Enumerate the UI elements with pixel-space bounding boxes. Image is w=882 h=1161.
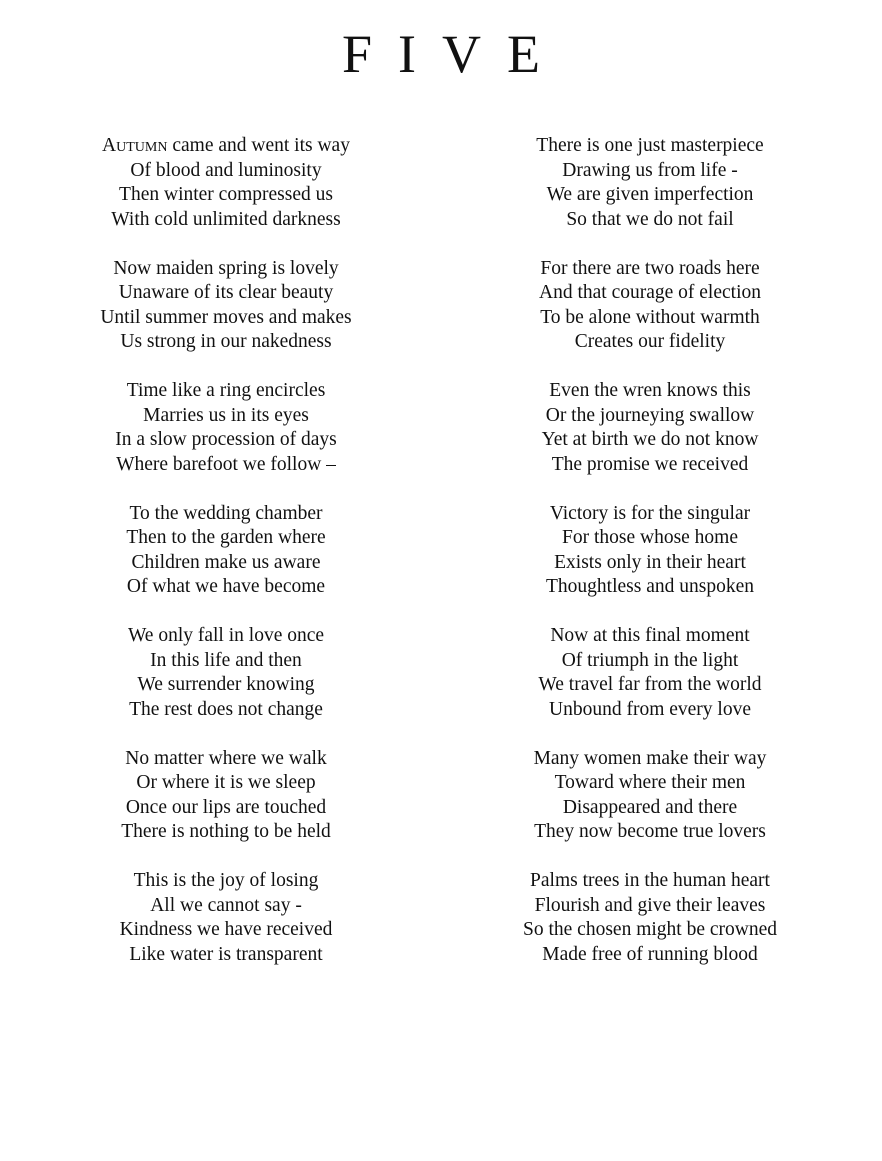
- stanza: [56, 747, 396, 870]
- first-word: Autumn: [102, 135, 168, 156]
- poem-line: To the wedding chamber: [129, 502, 323, 524]
- poem-line: Of triumph in the light: [561, 649, 739, 671]
- left-column: [56, 134, 396, 992]
- poem-line: We travel far from the world: [538, 674, 762, 695]
- stanza: [480, 502, 820, 625]
- stanza: [56, 869, 396, 992]
- poem-line: Children make us aware: [131, 551, 321, 573]
- stanza: [56, 134, 396, 257]
- poem-line: Us strong in our nakedness: [120, 331, 332, 352]
- poem-line: Where barefoot we follow –: [116, 453, 336, 475]
- stanza: [480, 624, 820, 747]
- poem-line: Unaware of its clear beauty: [118, 282, 334, 303]
- poem-line: So the chosen might be crowned: [523, 919, 777, 940]
- poem-line: So that we do not fail: [566, 208, 734, 230]
- stanza: [480, 869, 820, 992]
- poem-line: Thoughtless and unspoken: [546, 576, 754, 597]
- stanza: [480, 134, 820, 257]
- poem-line: Now maiden spring is lovely: [113, 257, 339, 279]
- poem-line: There is one just masterpiece: [536, 135, 764, 156]
- poem-line: Unbound from every love: [549, 698, 751, 720]
- poem-line: The rest does not change: [129, 698, 323, 720]
- poem-line: Creates our fidelity: [574, 331, 726, 352]
- poem-line: Of blood and luminosity: [130, 159, 322, 181]
- poem-line: In a slow procession of days: [115, 429, 337, 450]
- poem-line: Even the wren knows this: [549, 380, 751, 401]
- poem-line: Palms trees in the human heart: [530, 870, 770, 891]
- stanza: [480, 257, 820, 380]
- poem-line: We are given imperfection: [546, 184, 754, 205]
- poem-line: Then winter compressed us: [119, 184, 333, 205]
- poem-line: Of what we have become: [126, 576, 326, 597]
- stanza: [480, 379, 820, 502]
- poem-line: Toward where their men: [554, 772, 746, 793]
- poem-line: In this life and then: [150, 649, 302, 671]
- stanza: [56, 257, 396, 380]
- poem-line: To be alone without warmth: [540, 306, 760, 328]
- stanza: [56, 379, 396, 502]
- poem-line: Or where it is we sleep: [136, 772, 316, 793]
- poem-line: Kindness we have received: [119, 919, 333, 940]
- poem-line: And that courage of election: [539, 282, 761, 303]
- poem-line: With cold unlimited darkness: [111, 208, 341, 230]
- poem-line: Yet at birth we do not know: [541, 429, 759, 450]
- first-line-rest: came and went its way: [167, 135, 350, 156]
- poem-line: Exists only in their heart: [554, 551, 746, 573]
- poem-line: There is nothing to be held: [121, 821, 331, 842]
- poem-line: Disappeared and there: [562, 796, 738, 818]
- poem-line: No matter where we walk: [125, 747, 327, 769]
- poem-line: Then to the garden where: [126, 527, 326, 548]
- poem-line: Like water is transparent: [129, 943, 323, 965]
- poem-line: Time like a ring encircles: [126, 380, 326, 401]
- poem-line: For those whose home: [561, 527, 739, 548]
- poem-line: Flourish and give their leaves: [534, 894, 766, 916]
- poem-line: Now at this final moment: [550, 625, 750, 646]
- poem-line: For there are two roads here: [540, 257, 760, 279]
- poem-line: Or the journeying swallow: [545, 404, 755, 426]
- poem-line: They now become true lovers: [534, 821, 766, 842]
- stanza: [56, 502, 396, 625]
- poem-line: Once our lips are touched: [125, 796, 327, 818]
- poem-line: This is the joy of losing: [133, 870, 319, 891]
- poem-line: Until summer moves and makes: [100, 306, 352, 328]
- stanza: [480, 747, 820, 870]
- poem-line: Many women make their way: [533, 747, 767, 769]
- poem-line: [56, 134, 396, 159]
- poem-line: The promise we received: [551, 453, 749, 475]
- poem-line: Victory is for the singular: [549, 502, 751, 524]
- poem-line: We only fall in love once: [127, 625, 325, 646]
- poem-line: All we cannot say -: [150, 894, 302, 916]
- stanza: [56, 624, 396, 747]
- poem-line: Made free of running blood: [542, 943, 758, 965]
- right-column: [480, 134, 820, 992]
- poem-line: We surrender knowing: [137, 674, 315, 695]
- poem-line: Marries us in its eyes: [143, 404, 309, 426]
- poem-line: Drawing us from life -: [562, 159, 738, 181]
- poem-title: FIVE: [342, 24, 566, 84]
